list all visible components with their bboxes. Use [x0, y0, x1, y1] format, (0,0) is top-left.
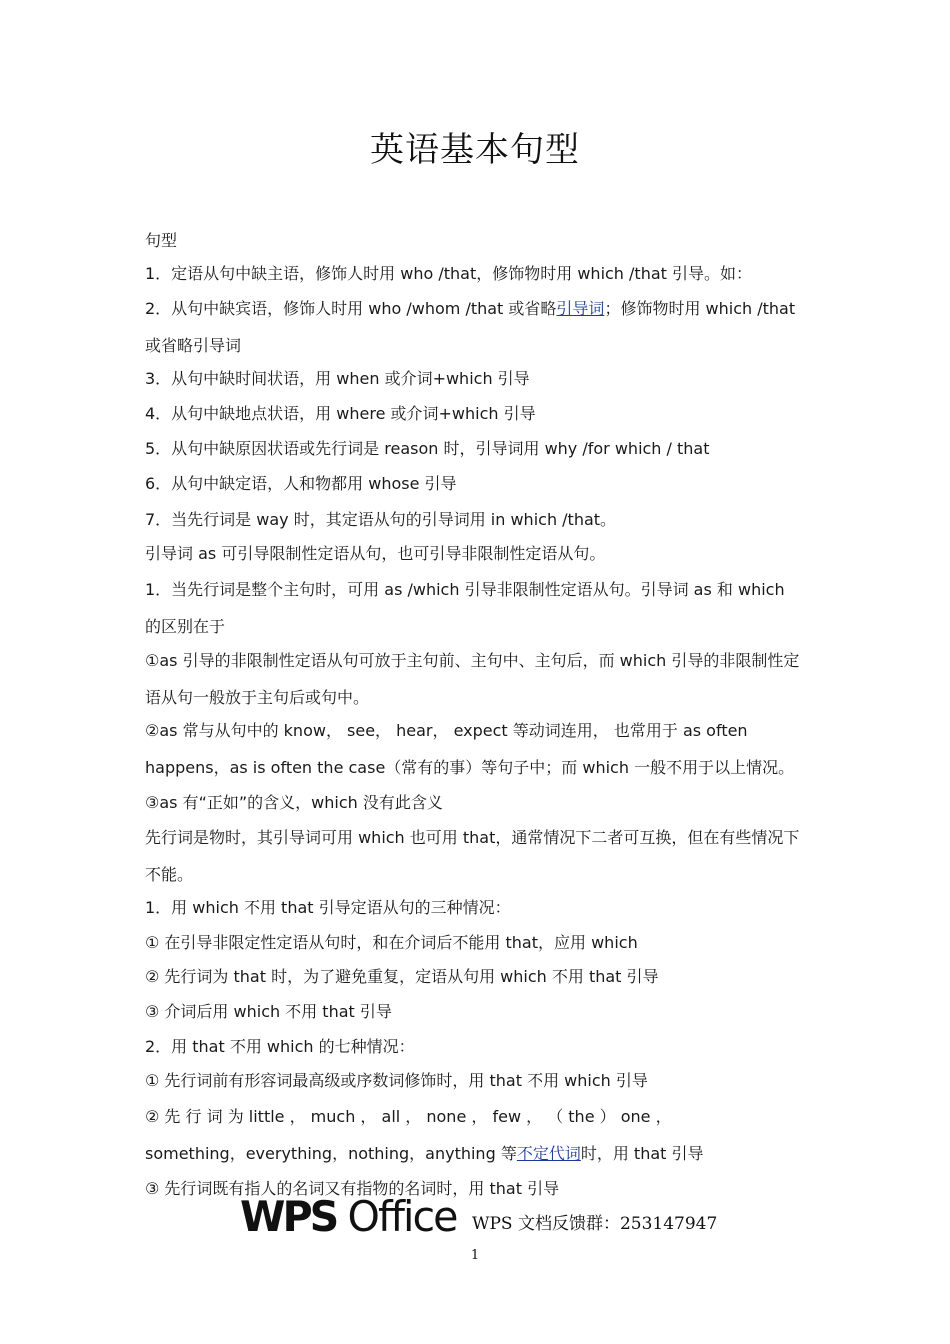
body-line: 的区别在于: [145, 617, 226, 636]
body-line: [145, 297, 807, 321]
logo-wps-text: WPS: [240, 1192, 337, 1241]
hyperlink-yindaoci[interactable]: 引导词: [556, 299, 605, 318]
body-line: happens，as is often the case（常有的事）等句子中；而 which 一般不用于以上情况。: [145, 758, 795, 777]
document-title: 英语基本句型: [370, 130, 580, 170]
body-line: 1．定语从句中缺主语，修饰人时用 who /that，修饰物时用 which /that 引导。如：: [145, 264, 753, 283]
body-line: [145, 1142, 807, 1166]
body-line: 先行词是物时，其引导词可用 which 也可用 that，通常情况下二者可互换，但在有些情况下: [145, 828, 800, 847]
text-run: 时，用 that 引导: [580, 1144, 704, 1163]
body-line: ① 在引导非限定性定语从句时，和在介词后不能用 that，应用 which: [145, 933, 638, 952]
hyperlink-budingdaici[interactable]: 不定代词: [516, 1144, 581, 1163]
text-run: something，everything，nothing，anything 等: [145, 1144, 517, 1163]
body-line: ③ 介词后用 which 不用 that 引导: [145, 1002, 392, 1021]
body-line: 6．从句中缺定语，人和物都用 whose 引导: [145, 474, 457, 493]
body-line: 引导词 as 可引导限制性定语从句，也可引导非限制性定语从句。: [145, 544, 606, 563]
body-line: 句型: [145, 231, 178, 250]
body-line: ① 先行词前有形容词最高级或序数词修饰时，用 that 不用 which 引导: [145, 1071, 648, 1090]
body-line: 不能。: [145, 865, 194, 884]
body-line: 7．当先行词是 way 时，其定语从句的引导词用 in which /that。: [145, 510, 617, 529]
logo-office-text: Office: [336, 1192, 457, 1241]
body-line: 语从句一般放于主句后或句中。: [145, 688, 370, 707]
body-line: ③as 有“正如”的含义，which 没有此含义: [145, 793, 443, 812]
body-line: 2．用 that 不用 which 的七种情况：: [145, 1037, 415, 1056]
body-line: 或省略引导词: [145, 336, 242, 355]
feedback-group-text: WPS 文档反馈群：253147947: [472, 1214, 718, 1234]
page-number: 1: [470, 1248, 480, 1263]
body-line: ② 先行词为 that 时，为了避免重复，定语从句用 which 不用 that 引导: [145, 967, 659, 986]
body-line: ①as 引导的非限制性定语从句可放于主句前、主句中、主句后，而 which 引导的非限制性定: [145, 651, 800, 670]
body-line: 3．从句中缺时间状语，用 when 或介词+which 引导: [145, 369, 530, 388]
body-line: 1．用 which 不用 that 引导定语从句的三种情况：: [145, 898, 511, 917]
body-line: 5．从句中缺原因状语或先行词是 reason 时，引导词用 why /for which / that: [145, 439, 710, 458]
body-line: ② 先 行 词 为 little ， much ， all ， none ， few ， （ the ） one ，: [145, 1107, 672, 1126]
body-line: 4．从句中缺地点状语，用 where 或介词+which 引导: [145, 404, 536, 423]
body-line: 1．当先行词是整个主句时，可用 as /which 引导非限制性定语从句。引导词 as 和 which: [145, 580, 785, 599]
body-line: ③ 先行词既有指人的名词又有指物的名词时，用 that 引导: [145, 1179, 560, 1198]
wps-office-logo: [240, 1192, 457, 1242]
text-run: ；修饰物时用 which /that: [604, 299, 796, 318]
text-run: 2．从句中缺宾语，修饰人时用 who /whom /that 或省略: [145, 299, 557, 318]
body-line: ②as 常与从句中的 know， see， hear， expect 等动词连用， 也常用于 as often: [145, 721, 748, 740]
